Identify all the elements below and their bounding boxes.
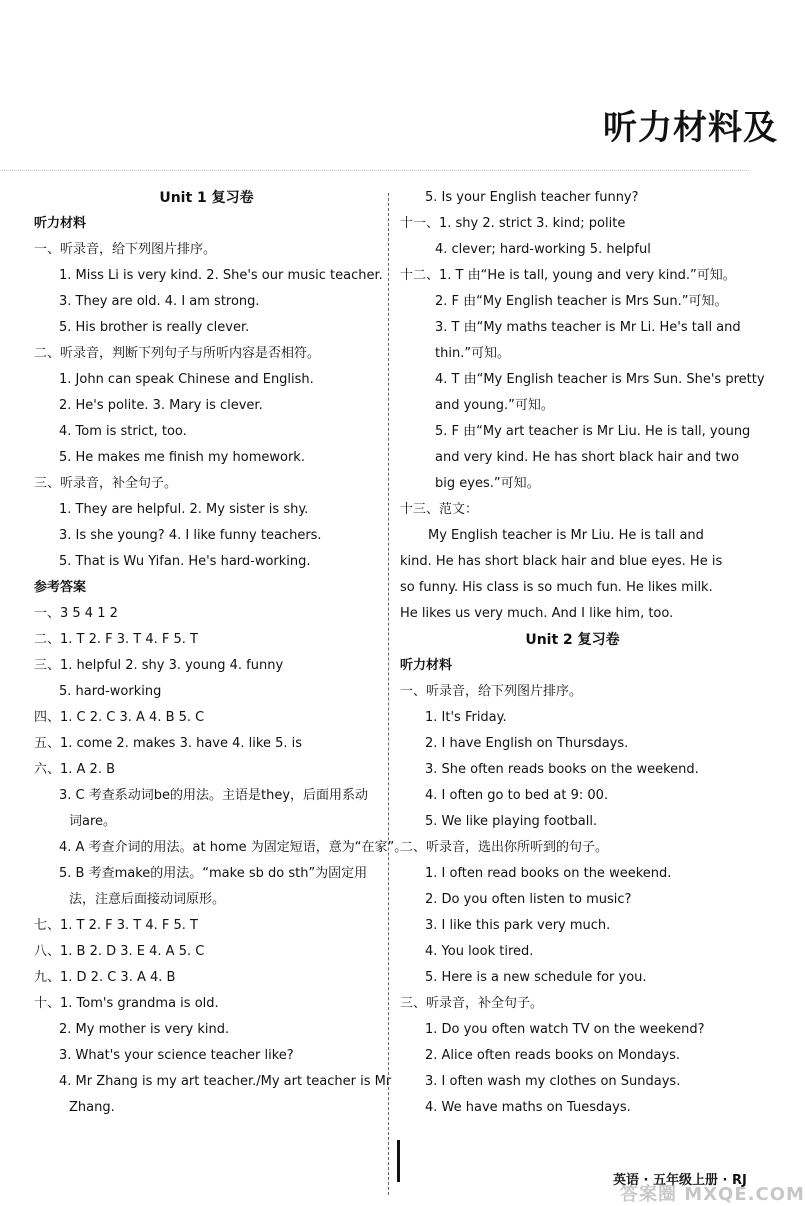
text-line: 5. He makes me finish my homework.: [59, 450, 305, 465]
text-line: 1. Miss Li is very kind. 2. She's our music teacher.: [59, 268, 383, 283]
text-line: 三、听录音，补全句子。: [34, 476, 178, 491]
text-line: 5. F 由“My art teacher is Mr Liu. He is tall, young: [435, 424, 751, 439]
text-line: My English teacher is Mr Liu. He is tall and: [428, 528, 704, 543]
text-line: 5. His brother is really clever.: [59, 320, 250, 335]
section-title: Unit 2 复习卷: [525, 632, 620, 648]
text-line: He likes us very much. And I like him, too.: [400, 606, 674, 621]
text-line: thin.”可知。: [435, 346, 511, 361]
text-line: 4. Tom is strict, too.: [59, 424, 187, 439]
section-heading: 听力材料: [400, 658, 453, 673]
text-line: 3. Is she young? 4. I like funny teachers.: [59, 528, 322, 543]
text-line: 2. F 由“My English teacher is Mrs Sun.”可知。: [435, 294, 728, 309]
text-line: 十一、1. shy 2. strict 3. kind; polite: [400, 216, 626, 231]
text-line: 4. A 考查介词的用法。at home 为固定短语，意为“在家”。: [59, 840, 408, 855]
watermark: 答案圈 MXQE.COM: [620, 1184, 805, 1205]
section-heading: 听力材料: [34, 216, 87, 231]
text-line: 3. I often wash my clothes on Sundays.: [425, 1074, 681, 1089]
text-line: 3. I like this park very much.: [425, 918, 611, 933]
text-line: 1. They are helpful. 2. My sister is shy.: [59, 502, 309, 517]
text-line: 词are。: [69, 814, 117, 829]
text-line: 一、3 5 4 1 2: [34, 606, 118, 621]
text-line: 2. Do you often listen to music?: [425, 892, 632, 907]
title-rule: [0, 170, 749, 171]
text-line: 二、听录音，选出你所听到的句子。: [400, 840, 609, 855]
text-line: 3. She often reads books on the weekend.: [425, 762, 699, 777]
text-line: 九、1. D 2. C 3. A 4. B: [34, 970, 176, 985]
text-line: 5. Is your English teacher funny?: [425, 190, 639, 205]
text-line: 三、1. helpful 2. shy 3. young 4. funny: [34, 658, 284, 673]
text-line: 一、听录音，给下列图片排序。: [400, 684, 583, 699]
text-line: 二、听录音，判断下列句子与所听内容是否相符。: [34, 346, 321, 361]
text-line: 一、听录音，给下列图片排序。: [34, 242, 217, 257]
section-title: Unit 1 复习卷: [159, 190, 254, 206]
divider-mark: [397, 1140, 400, 1182]
text-line: 4. I often go to bed at 9: 00.: [425, 788, 609, 803]
text-line: 四、1. C 2. C 3. A 4. B 5. C: [34, 710, 205, 725]
text-line: 4. You look tired.: [425, 944, 534, 959]
text-line: 2. My mother is very kind.: [59, 1022, 230, 1037]
text-line: 十二、1. T 由“He is tall, young and very kind.”可知。: [400, 268, 736, 283]
right-column: [400, 185, 765, 1121]
left-column: [34, 185, 408, 1121]
text-line: 3. They are old. 4. I am strong.: [59, 294, 260, 309]
text-line: 1. John can speak Chinese and English.: [59, 372, 314, 387]
text-line: 5. hard-working: [59, 684, 162, 699]
text-line: 5. B 考查make的用法。“make sb do sth”为固定用: [59, 866, 368, 881]
text-line: 5. We like playing football.: [425, 814, 598, 829]
text-line: 1. Do you often watch TV on the weekend?: [425, 1022, 705, 1037]
text-line: 1. I often read books on the weekend.: [425, 866, 672, 881]
text-line: 2. Alice often reads books on Mondays.: [425, 1048, 681, 1063]
page-title: 听力材料及: [603, 108, 778, 148]
text-line: kind. He has short black hair and blue eyes. He is: [400, 554, 723, 569]
text-line: 4. Mr Zhang is my art teacher./My art teacher is Mr: [59, 1074, 392, 1089]
column-divider: [388, 193, 389, 1195]
text-line: 八、1. B 2. D 3. E 4. A 5. C: [34, 944, 205, 959]
text-line: 二、1. T 2. F 3. T 4. F 5. T: [34, 632, 198, 647]
text-line: 2. He's polite. 3. Mary is clever.: [59, 398, 263, 413]
text-line: 5. That is Wu Yifan. He's hard-working.: [59, 554, 311, 569]
text-line: 4. clever; hard-working 5. helpful: [435, 242, 651, 257]
section-heading: 参考答案: [34, 580, 87, 595]
text-line: 4. We have maths on Tuesdays.: [425, 1100, 631, 1115]
text-line: 十三、范文：: [400, 502, 479, 517]
text-line: 5. Here is a new schedule for you.: [425, 970, 647, 985]
text-line: 2. I have English on Thursdays.: [425, 736, 629, 751]
text-line: Zhang.: [69, 1100, 115, 1115]
text-line: 3. C 考查系动词be的用法。主语是they，后面用系动: [59, 788, 369, 803]
text-line: 十、1. Tom's grandma is old.: [34, 996, 219, 1011]
text-line: 六、1. A 2. B: [34, 762, 116, 777]
text-line: 1. It's Friday.: [425, 710, 507, 725]
text-line: 4. T 由“My English teacher is Mrs Sun. She's pretty: [435, 372, 765, 387]
text-line: 七、1. T 2. F 3. T 4. F 5. T: [34, 918, 198, 933]
text-line: 三、听录音，补全句子。: [400, 996, 544, 1011]
text-line: and young.”可知。: [435, 398, 554, 413]
text-line: and very kind. He has short black hair and two: [435, 450, 740, 465]
text-line: 法，注意后面接动词原形。: [69, 892, 226, 907]
text-line: so funny. His class is so much fun. He likes milk.: [400, 580, 713, 595]
footer-label: 英语 · 五年级上册 · RJ: [613, 1173, 747, 1188]
text-line: big eyes.”可知。: [435, 476, 540, 491]
text-line: 3. What's your science teacher like?: [59, 1048, 294, 1063]
text-line: 五、1. come 2. makes 3. have 4. like 5. is: [34, 736, 303, 751]
text-line: 3. T 由“My maths teacher is Mr Li. He's tall and: [435, 320, 741, 335]
